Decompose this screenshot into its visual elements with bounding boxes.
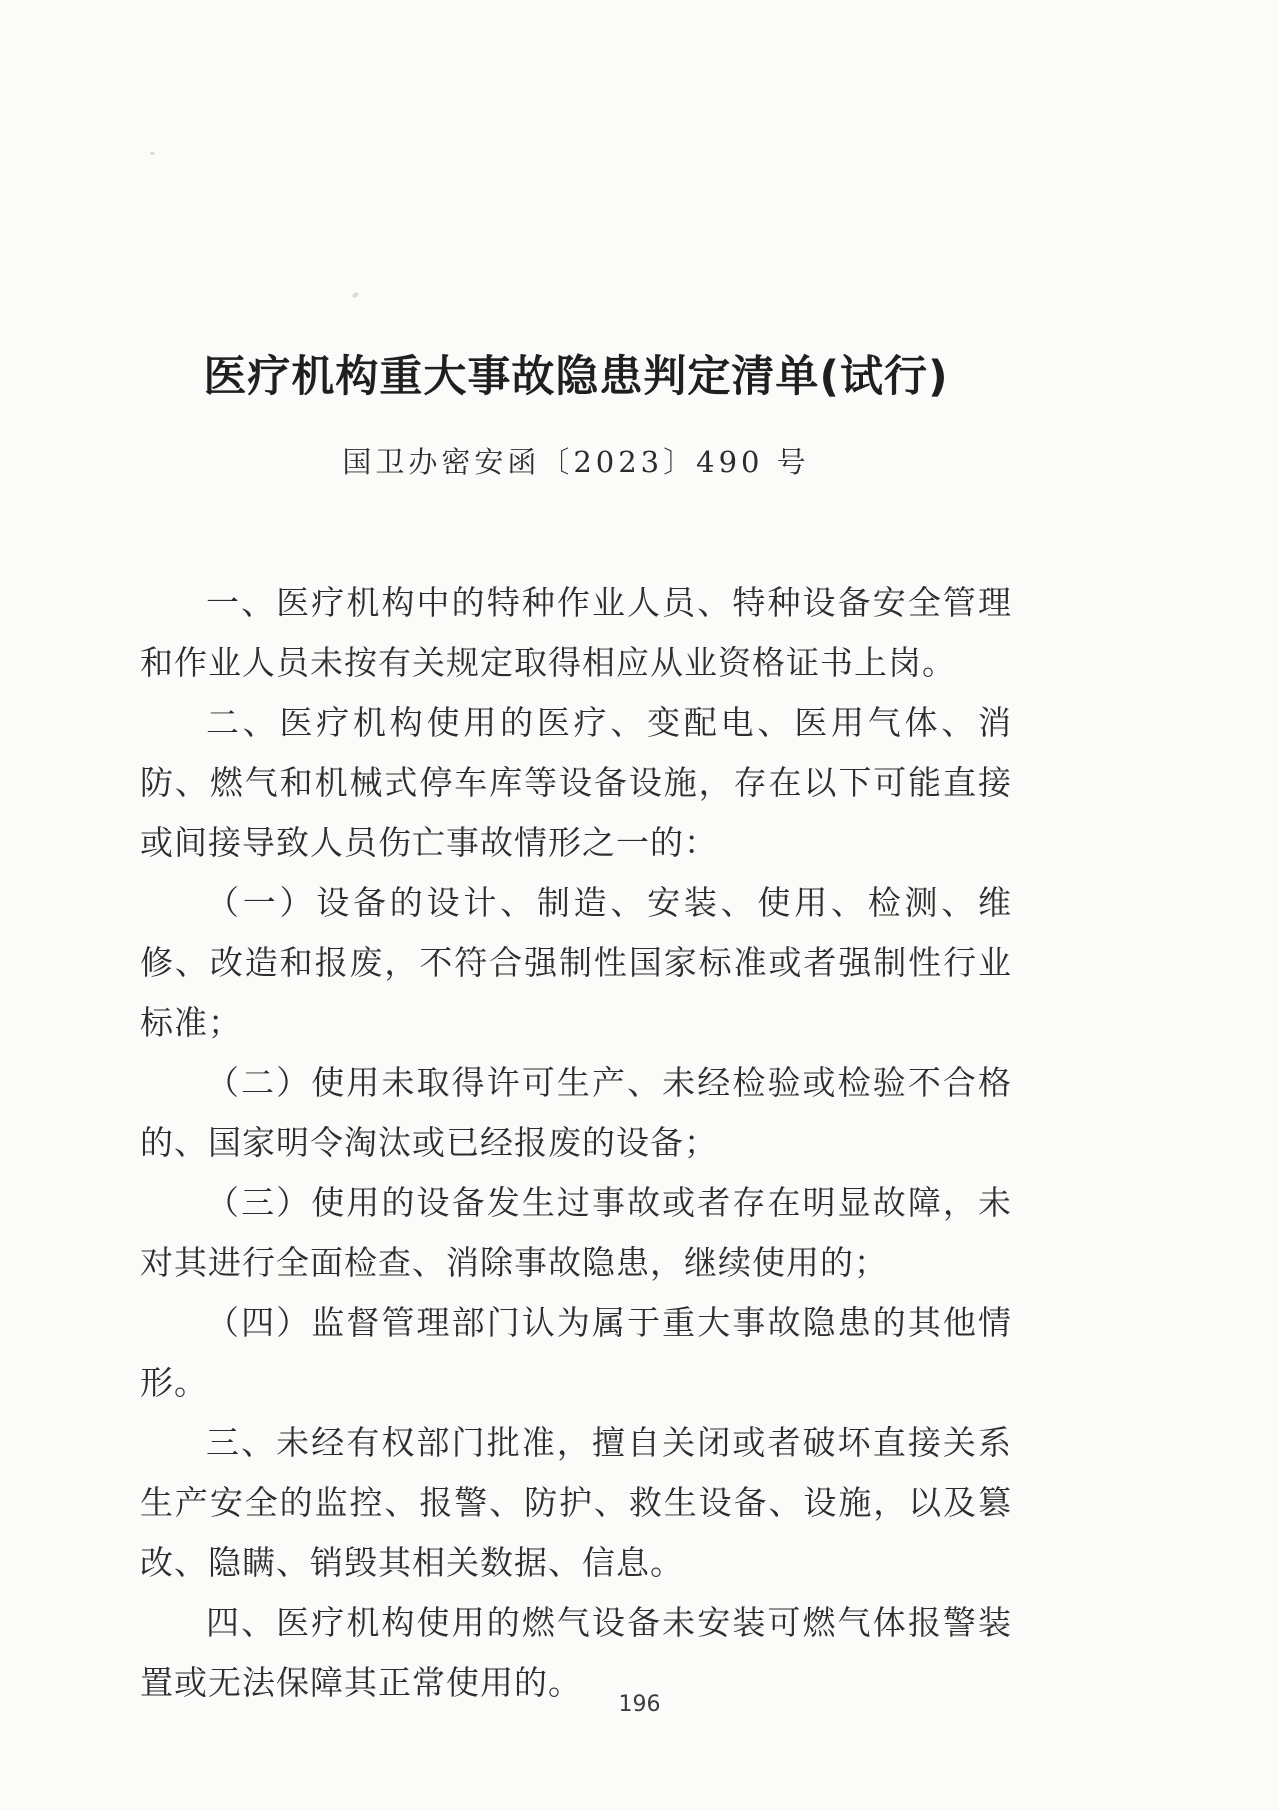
paragraph: 一、医疗机构中的特种作业人员、特种设备安全管理和作业人员未按有关规定取得相应从业资格证书上岗。 xyxy=(140,583,1012,682)
scan-speck xyxy=(150,152,155,155)
paragraph: 四、医疗机构使用的燃气设备未安装可燃气体报警装置或无法保障其正常使用的。 xyxy=(140,1603,1012,1702)
scan-speck xyxy=(351,292,359,299)
paragraph: （三）使用的设备发生过事故或者存在明显故障，未对其进行全面检查、消除事故隐患，继续使用的； xyxy=(140,1183,1012,1282)
document-content xyxy=(140,352,1012,1713)
page-number: 196 xyxy=(618,1692,661,1717)
paragraph: （四）监督管理部门认为属于重大事故隐患的其他情形。 xyxy=(140,1303,1012,1402)
document-number: 国卫办密安函〔2023〕490 号 xyxy=(342,445,810,479)
paragraph: 二、医疗机构使用的医疗、变配电、医用气体、消防、燃气和机械式停车库等设备设施，存在以下可能直接或间接导致人员伤亡事故情形之一的： xyxy=(140,703,1012,862)
paragraph: 三、未经有权部门批准，擅自关闭或者破坏直接关系生产安全的监控、报警、防护、救生设备、设施，以及篡改、隐瞒、销毁其相关数据、信息。 xyxy=(140,1423,1012,1582)
paragraph: （二）使用未取得许可生产、未经检验或检验不合格的、国家明令淘汰或已经报废的设备； xyxy=(140,1063,1012,1162)
document-title: 医疗机构重大事故隐患判定清单(试行) xyxy=(203,352,949,402)
paragraph: （一）设备的设计、制造、安装、使用、检测、维修、改造和报废，不符合强制性国家标准或者强制性行业标准； xyxy=(140,883,1012,1042)
document-body xyxy=(140,573,1012,1713)
